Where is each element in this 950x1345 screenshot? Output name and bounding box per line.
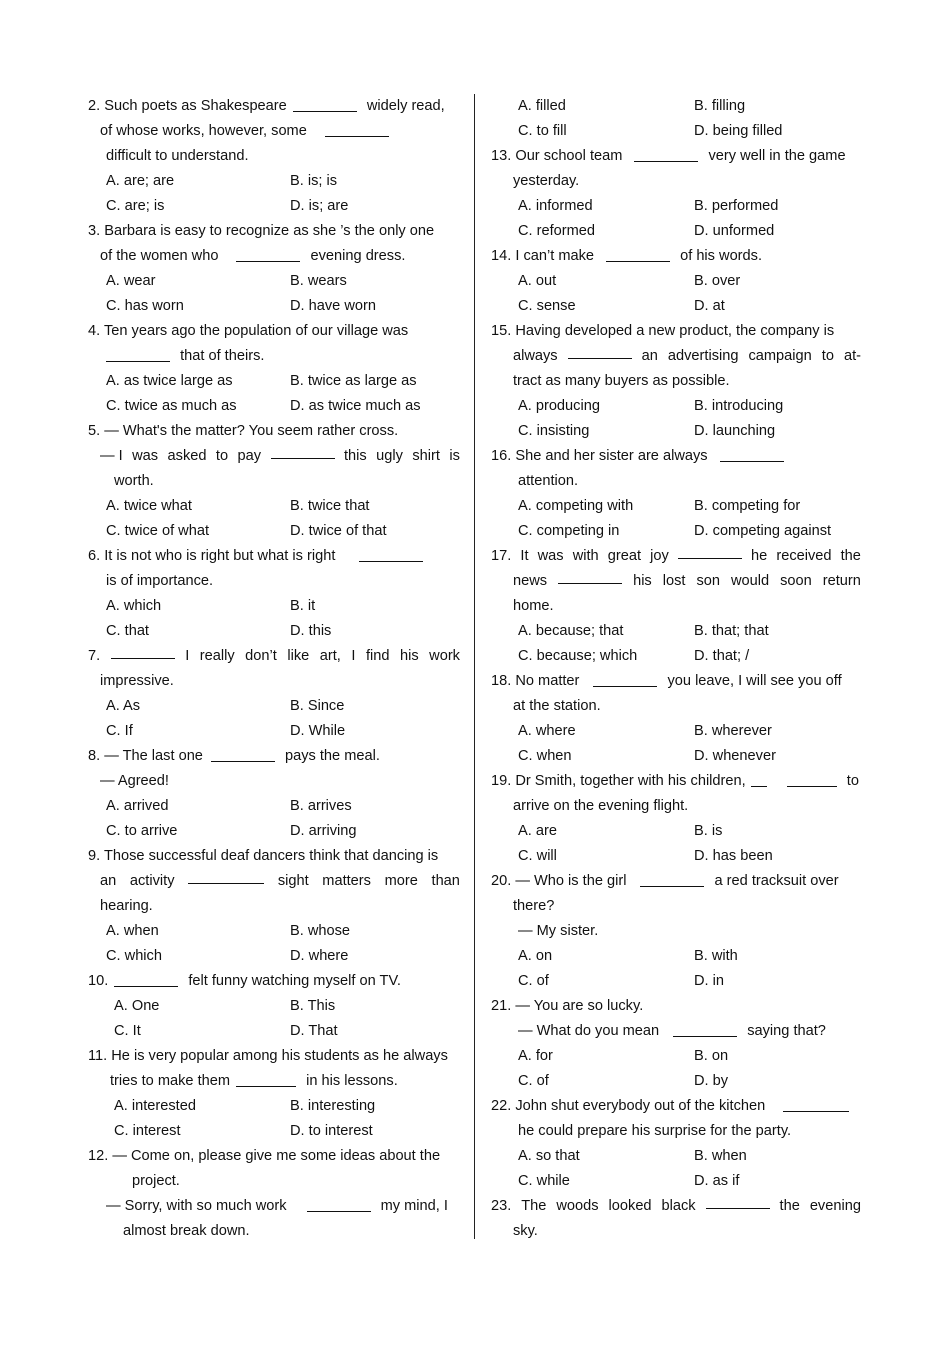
option-d[interactable]: D. being filled [694, 123, 783, 139]
option-d[interactable]: D. While [290, 723, 346, 739]
option-d[interactable]: D. have worn [290, 298, 376, 314]
column-divider [474, 94, 475, 1239]
option-b[interactable]: B. competing for [694, 498, 801, 514]
option-c[interactable]: C. to arrive [106, 823, 178, 839]
option-c[interactable]: C. of [518, 1073, 549, 1089]
option-b[interactable]: B. performed [694, 198, 779, 214]
answer-blank[interactable] [293, 97, 357, 112]
option-d[interactable]: D. in [694, 973, 725, 989]
answer-blank[interactable] [114, 972, 178, 987]
answer-blank[interactable] [678, 544, 742, 559]
option-b[interactable]: B. is; is [290, 173, 338, 189]
option-d[interactable]: D. whenever [694, 748, 776, 764]
option-b[interactable]: B. whose [290, 923, 351, 939]
question-4: 4. Ten years ago the population of our village was [88, 323, 409, 339]
answer-blank[interactable] [568, 344, 632, 359]
option-d[interactable]: D. as if [694, 1173, 740, 1189]
options-q10 [88, 994, 460, 1019]
option-d[interactable]: D. twice of that [290, 523, 387, 539]
left-column: 2. Such poets as Shakespeare widely read, of whose works, however, some difficult to understand. A. are; are B. is; is C. are; is D. is; are 3. Barbara is easy to recognize as she ’s the only one of the women who evening dress. A. wear B. wears C. has worn D. have worn 4. Ten years ago the population of our village was that of theirs. A. as twice large as B. twice as large as C. twice as much as D. as twice much as 5. — What's the matter? You seem rather cross. — I was asked to pay this ugly shirt is worth. A. twice what B. twice that C. twice of what D. twice of that 6. It is not who is right but what is right is of importance. A. which B. it C. that D. this 7. I really don’t like art, I find his work impressive. A. As B. Since C. If D. While 8. — The last one pays the meal. — Agreed! A. arrived B. arrives C. to arrive D. arriving 9. Those successful deaf dancers think that dancing is an activity sight matters more than hearing. A. when B. whose C. which D. where 10. felt funny watching myself on TV. A. One B. This C. It D. That 11. He is very popular among his students as he always tries to make them in his lessons. A. interested B. interesting C. interest D. to interest 12. — Come on, please give me some ideas about the project. — Sorry, with so much work my mind, I almost break down. [88, 94, 460, 1244]
option-a[interactable]: A. producing [518, 398, 600, 414]
option-b[interactable]: B. with [694, 948, 738, 964]
question-13: 13. Our school team very well in the game [491, 148, 846, 164]
option-b[interactable]: B. wherever [694, 723, 772, 739]
answer-blank[interactable] [211, 747, 275, 762]
options-q14 [491, 269, 861, 294]
options-q16 [491, 494, 861, 519]
answer-blank[interactable] [593, 672, 657, 687]
question-8: 8. — The last one pays the meal. [88, 748, 380, 764]
answer-blank[interactable] [188, 869, 264, 884]
answer-blank[interactable] [720, 447, 784, 462]
option-c[interactable]: C. competing in [518, 523, 620, 539]
answer-blank[interactable] [359, 547, 423, 562]
option-b[interactable]: B. wears [290, 273, 347, 289]
option-a[interactable]: A. which [106, 598, 162, 614]
option-d[interactable]: D. competing against [694, 523, 832, 539]
option-a[interactable]: A. on [518, 948, 553, 964]
option-c[interactable]: C. interest [114, 1123, 181, 1139]
options-q22 [491, 1144, 861, 1169]
option-d[interactable]: D. launching [694, 423, 776, 439]
answer-blank[interactable] [606, 247, 670, 262]
option-d[interactable]: D. has been [694, 848, 773, 864]
answer-blank[interactable] [558, 569, 622, 584]
options-q12 [491, 94, 861, 119]
option-a[interactable]: A. twice what [106, 498, 192, 514]
question-2: 2. Such poets as Shakespeare widely read, [88, 98, 445, 114]
options-q7 [88, 694, 460, 719]
answer-blank[interactable] [307, 1197, 371, 1212]
options-q18 [491, 719, 861, 744]
question-11: 11. He is very popular among his students as he always [88, 1048, 448, 1064]
option-c[interactable]: C. of [518, 973, 549, 989]
option-b[interactable]: B. interesting [290, 1098, 376, 1114]
options-q20 [491, 944, 861, 969]
option-d[interactable]: D. that; / [694, 648, 750, 664]
option-b[interactable]: B. filling [694, 98, 746, 114]
question-15: 15. Having developed a new product, the company is [491, 323, 835, 339]
question-16: 16. She and her sister are always [491, 444, 861, 469]
option-b[interactable]: B. twice as large as [290, 373, 417, 389]
option-c[interactable]: C. twice as much as [106, 398, 237, 414]
option-d[interactable]: D. unformed [694, 223, 775, 239]
option-c[interactable]: C. which [106, 948, 162, 964]
question-17: 17. It was with great joy he received the [491, 544, 861, 569]
answer-blank[interactable] [783, 1097, 849, 1112]
answer-blank[interactable] [751, 772, 767, 787]
answer-blank[interactable] [271, 444, 335, 459]
option-a[interactable]: A. informed [518, 198, 593, 214]
option-a[interactable]: A. competing with [518, 498, 634, 514]
option-d[interactable]: D. arriving [290, 823, 357, 839]
question-19: 19. Dr Smith, together with his children, to [491, 773, 859, 789]
question-21: 21. — You are so lucky. [491, 998, 644, 1014]
options-q9 [88, 919, 460, 944]
options-q13 [491, 194, 861, 219]
option-a[interactable]: A. wear [106, 273, 156, 289]
option-a[interactable]: A. are [518, 823, 557, 839]
options-q4 [88, 369, 460, 394]
option-a[interactable]: A. arrived [106, 798, 169, 814]
option-a[interactable]: A. because; that [518, 623, 624, 639]
option-b[interactable]: B. arrives [290, 798, 352, 814]
option-c[interactable]: C. will [518, 848, 557, 864]
option-d[interactable]: D. by [694, 1073, 729, 1089]
option-d[interactable]: D. as twice much as [290, 398, 421, 414]
answer-blank[interactable] [236, 1072, 296, 1087]
options-q3 [88, 269, 460, 294]
question-10: 10. felt funny watching myself on TV. [88, 973, 401, 989]
option-d[interactable]: D. is; are [290, 198, 349, 214]
option-b[interactable]: B. twice that [290, 498, 370, 514]
question-18: 18. No matter you leave, I will see you off [491, 673, 842, 689]
option-a[interactable]: A. out [518, 273, 557, 289]
right-column: A. filled B. filling C. to fill D. being filled 13. Our school team very well in the game yesterday. A. informed B. performed C. reformed D. unformed 14. I can’t make of his words. A. out B. over C. sense D. at 15. Having developed a new product, the company is always an advertising campaign to at- tract as many buyers as possible. A. producing B. introducing C. insisting D. launching 16. She and her sister are always attention. A. competing with B. competing for C. competing in D. competing against 17. It was with great joy he received the news his lost son would soon return home. A. because; that B. that; that C. because; which D. that; / 18. No matter you leave, I will see you off at the station. A. where B. wherever C. when D. whenever 19. Dr Smith, together with his children, to arrive on the evening flight. A. are B. is C. will D. has been 20. — Who is the girl a red tracksuit over there? — My sister. A. on B. with C. of D. in 21. — You are so lucky. — What do you mean saying that? A. for B. on C. of D. by 22. John shut everybody out of the kitchen he could prepare his surprise for the party. A. so that B. when C. while D. as if 23. The woods looked black the evening sky. [491, 94, 861, 1244]
question-9: 9. Those successful deaf dancers think that dancing is [88, 848, 439, 864]
option-a[interactable]: A. as twice large as [106, 373, 233, 389]
option-b[interactable]: B. is [694, 823, 723, 839]
options-q2 [88, 169, 460, 194]
option-d[interactable]: D. That [290, 1023, 338, 1039]
option-b[interactable]: B. it [290, 598, 316, 614]
option-c[interactable]: C. that [106, 623, 149, 639]
question-23: 23. The woods looked black the evening [491, 1194, 861, 1219]
option-d[interactable]: D. at [694, 298, 725, 314]
option-c[interactable]: C. If [106, 723, 133, 739]
question-7: 7. I really don’t like art, I find his work [88, 644, 460, 669]
question-22: 22. John shut everybody out of the kitchen [491, 1094, 861, 1119]
answer-blank[interactable] [640, 872, 704, 887]
option-a[interactable]: A. filled [518, 98, 566, 114]
option-a[interactable]: A. so that [518, 1148, 580, 1164]
option-a[interactable]: A. As [106, 698, 141, 714]
options-q5 [88, 494, 460, 519]
option-c[interactable]: C. while [518, 1173, 570, 1189]
option-b[interactable]: B. This [290, 998, 336, 1014]
option-d[interactable]: D. where [290, 948, 349, 964]
option-c[interactable]: C. insisting [518, 423, 590, 439]
question-5: 5. — What's the matter? You seem rather cross. [88, 423, 399, 439]
option-c[interactable]: C. reformed [518, 223, 596, 239]
option-c[interactable]: C. twice of what [106, 523, 210, 539]
options-q11 [88, 1094, 460, 1119]
answer-blank[interactable] [673, 1022, 737, 1037]
question-3: 3. Barbara is easy to recognize as she ’s the only one [88, 223, 435, 239]
option-c[interactable]: C. has worn [106, 298, 184, 314]
question-6: 6. It is not who is right but what is right [88, 544, 460, 569]
option-c[interactable]: C. sense [518, 298, 576, 314]
option-c[interactable]: C. to fill [518, 123, 567, 139]
options-q6 [88, 594, 460, 619]
option-a[interactable]: A. where [518, 723, 576, 739]
options-q17 [491, 619, 861, 644]
options-q15 [491, 394, 861, 419]
option-c[interactable]: C. are; is [106, 198, 165, 214]
option-a[interactable]: A. when [106, 923, 159, 939]
option-a[interactable]: A. One [114, 998, 160, 1014]
option-a[interactable]: A. interested [114, 1098, 196, 1114]
option-b[interactable]: B. when [694, 1148, 747, 1164]
options-q21 [491, 1044, 861, 1069]
option-b[interactable]: B. Since [290, 698, 345, 714]
question-20: 20. — Who is the girl a red tracksuit over [491, 873, 839, 889]
option-b[interactable]: B. on [694, 1048, 729, 1064]
answer-blank[interactable] [325, 122, 389, 137]
answer-blank[interactable] [634, 147, 698, 162]
option-a[interactable]: A. for [518, 1048, 553, 1064]
question-14: 14. I can’t make of his words. [491, 248, 763, 264]
option-d[interactable]: D. this [290, 623, 332, 639]
option-b[interactable]: B. introducing [694, 398, 784, 414]
option-c[interactable]: C. because; which [518, 648, 638, 664]
option-a[interactable]: A. are; are [106, 173, 175, 189]
option-c[interactable]: C. It [114, 1023, 141, 1039]
options-q19 [491, 819, 861, 844]
answer-blank[interactable] [706, 1194, 770, 1209]
option-b[interactable]: B. over [694, 273, 741, 289]
options-q8 [88, 794, 460, 819]
option-c[interactable]: C. when [518, 748, 572, 764]
answer-blank[interactable] [111, 644, 175, 659]
option-b[interactable]: B. that; that [694, 623, 769, 639]
question-12: 12. — Come on, please give me some ideas about the [88, 1148, 441, 1164]
answer-blank[interactable] [106, 347, 170, 362]
answer-blank[interactable] [236, 247, 300, 262]
option-d[interactable]: D. to interest [290, 1123, 373, 1139]
